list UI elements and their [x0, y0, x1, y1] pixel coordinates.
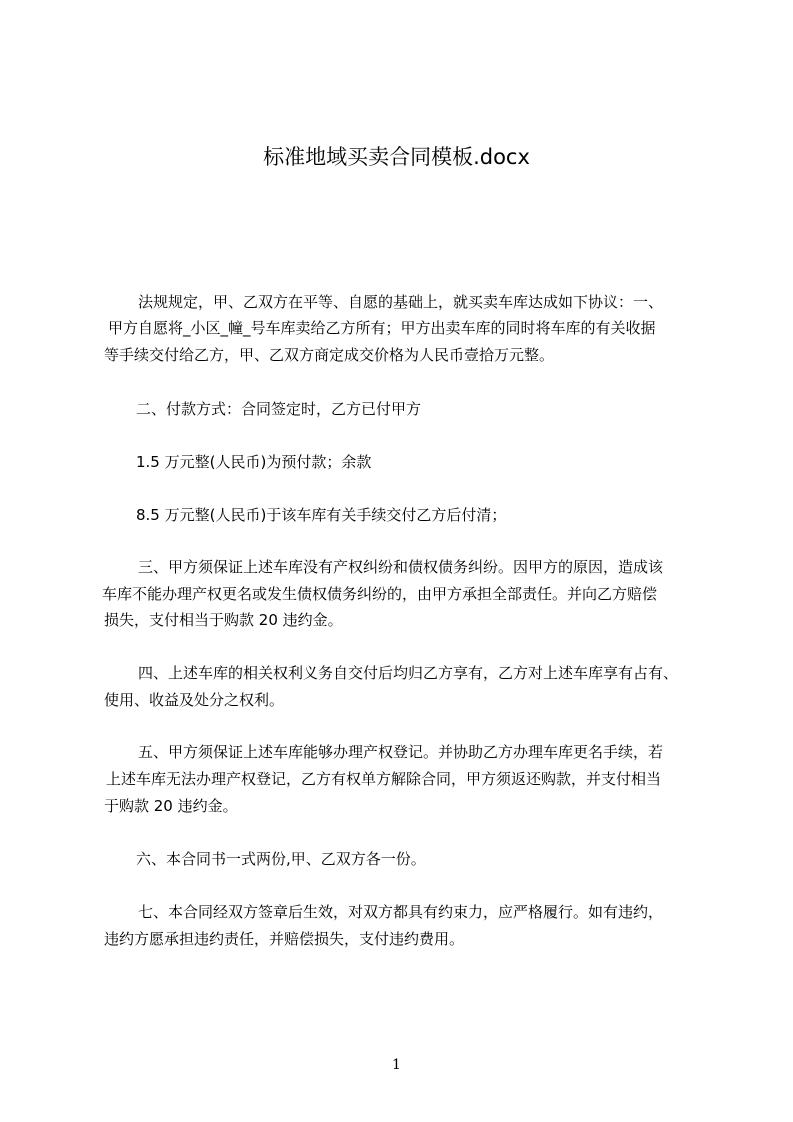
- paragraph-line: 于购款 20 违约金。: [104, 797, 238, 815]
- paragraph-line: 六、本合同书一式两份,甲、乙双方各一份。: [136, 850, 426, 868]
- paragraph-line: 七、本合同经双方签章后生效，对双方都具有约束力，应严格履行。如有违约，: [138, 903, 664, 921]
- paragraph-line: 使用、收益及处分之权利。: [104, 691, 285, 709]
- paragraph-line: 损失，支付相当于购款 20 违约金。: [104, 611, 343, 629]
- paragraph-line: 三、甲方须保证上述车库没有产权纠纷和债权债务纠纷。因甲方的原因，造成该: [138, 558, 664, 576]
- paragraph-line: 车库不能办理产权更名或发生债权债务纠纷的，由甲方承担全部责任。并向乙方赔偿: [102, 585, 658, 603]
- paragraph-line: 违约方愿承担违约责任，并赔偿损失，支付违约费用。: [104, 930, 465, 948]
- paragraph-line: 上述车库无法办理产权登记，乙方有权单方解除合同，甲方须返还购款，并支付相当: [106, 770, 662, 788]
- paragraph-line: 甲方自愿将_小区_幢_号车库卖给乙方所有；甲方出卖车库的同时将车库的有关收据: [108, 319, 656, 337]
- paragraph-line: 等手续交付给乙方，甲、乙双方商定成交价格为人民币壹拾万元整。: [104, 346, 555, 364]
- page-number: 1: [392, 1057, 401, 1073]
- paragraph-line: 二、付款方式：合同签定时，乙方已付甲方: [136, 400, 422, 418]
- paragraph-line: 法规规定，甲、乙双方在平等、自愿的基础上，就买卖车库达成如下协议：一、: [138, 293, 664, 311]
- paragraph-line: 四、上述车库的相关权利义务自交付后均归乙方享有，乙方对上述车库享有占有、: [138, 664, 679, 682]
- document-title: 标准地域买卖合同模板.docx: [263, 145, 530, 169]
- paragraph-line: 8.5 万元整(人民币)于该车库有关手续交付乙方后付清；: [136, 506, 507, 524]
- paragraph-line: 1.5 万元整(人民币)为预付款；余款: [136, 453, 372, 471]
- paragraph-line: 五、甲方须保证上述车库能够办理产权登记。并协助乙方办理车库更名手续，若: [138, 743, 664, 761]
